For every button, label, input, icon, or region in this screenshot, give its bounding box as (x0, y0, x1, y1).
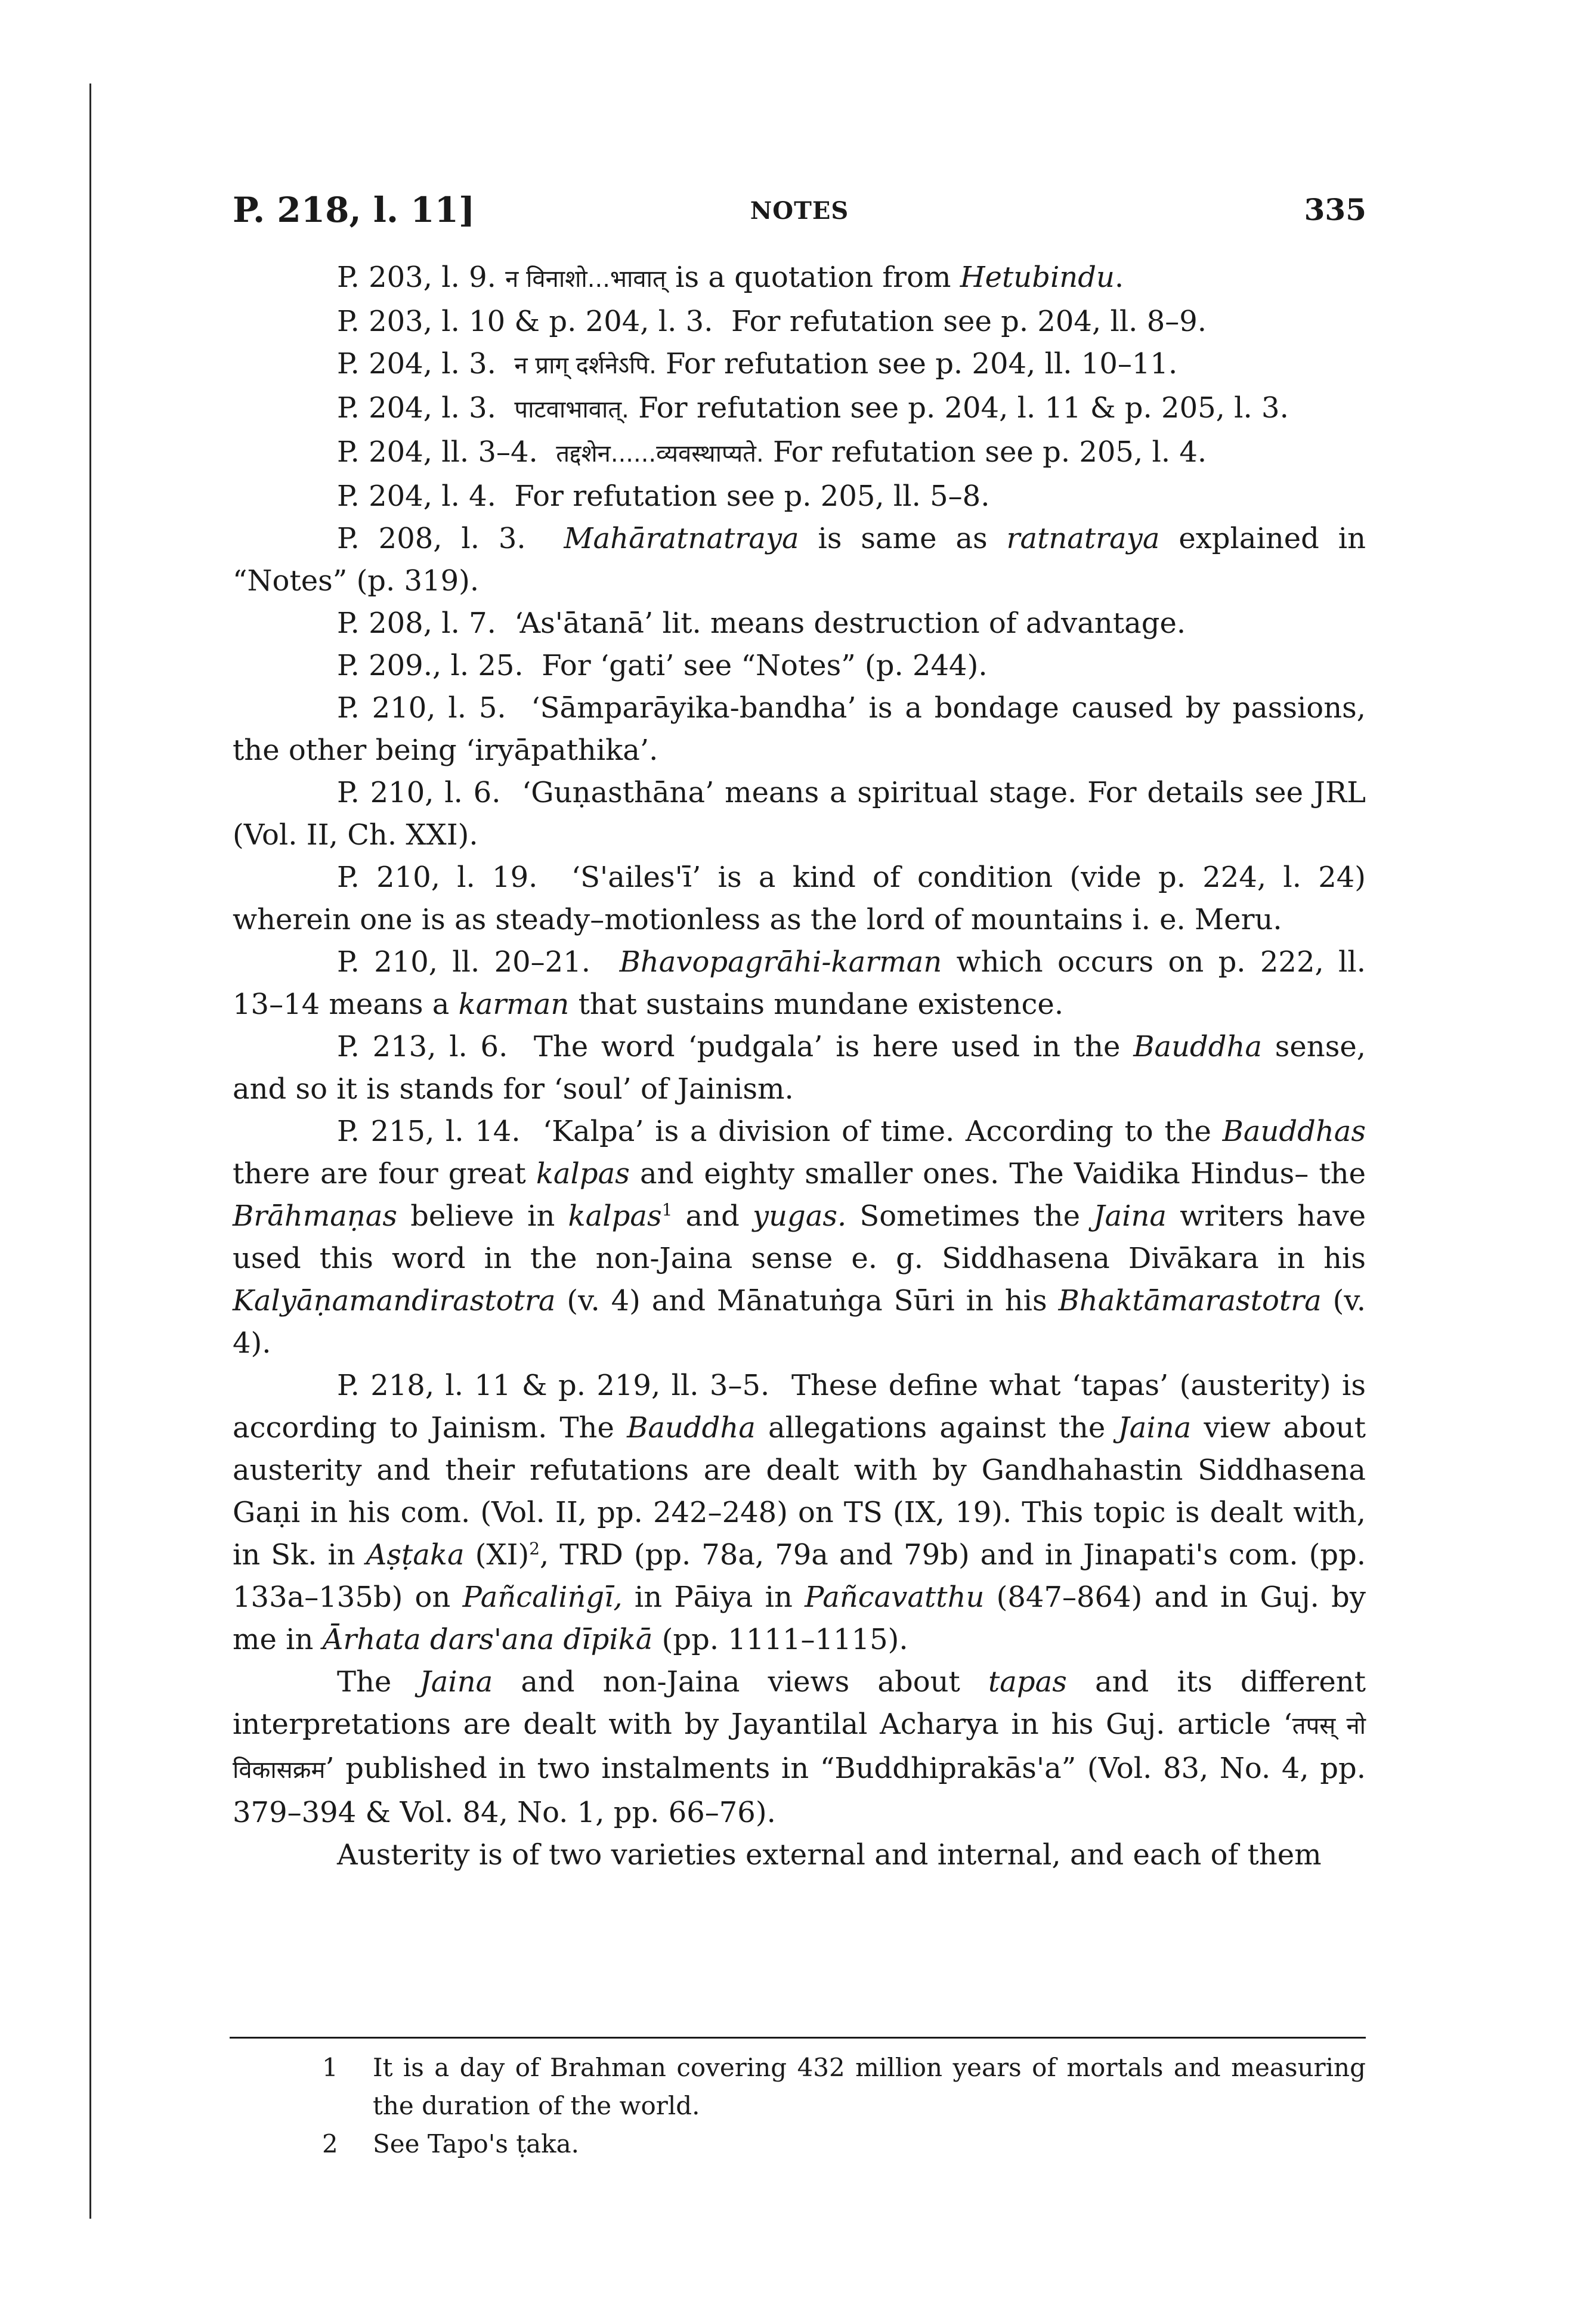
note-jaina-views: The Jaina and non-Jaina views about tapas and its different interpretations are dealt with by Jayantilal Acharya in his Guj. article ‘तपस् नो विकासक्रम’ published in two instalments in “Buddhiprakās'a” (Vol. 83, No. 4, pp. 379–394 & Vol. 84, No. 1, pp. 66–76). (233, 1665, 1366, 1829)
note-218-11: P. 218, l. 11 & p. 219, ll. 3–5. These define what ‘tapas’ (austerity) is according to Jainism. The Bauddha allegations against the Jaina view about austerity and their refutations are dealt with by Gandhahastin Siddhasena Gaṇi in his com. (Vol. II, pp. 242–248) on TS (IX, 19). This topic is dealt with, in Sk. in Aṣṭaka (XI)$^2$, TRD (pp. 78a, 79a and 79b) and in Jinapati's com. (pp. 133a–135b) on Pañcaliṅgī, in Pāiya in Pañcavatthu (847–864) and in Guj. by me in Ārhata dars'ana dīpikā (pp. 1111–1115). (233, 1369, 1366, 1656)
note-208-7: P. 208, l. 7. ‘As'ātanā’ lit. means destruction of advantage. (337, 607, 1186, 640)
note-209-25: P. 209., l. 25. For ‘gati’ see “Notes” (p. 244). (337, 649, 988, 682)
note-204-3b: P. 204, l. 3. पाटवाभावात्. For refutation see p. 204, l. 11 & p. 205, l. 3. (337, 391, 1289, 425)
note-204-4: P. 204, l. 4. For refutation see p. 205, ll. 5–8. (337, 480, 990, 513)
running-head-ref: P. 218, l. 11] (233, 190, 475, 230)
note-215-14: P. 215, l. 14. ‘Kalpa’ is a division of time. According to the Bauddhas there are four great kalpas and eighty smaller ones. The Vaidika Hindus– the Brāhmaṇas believe in kalpas$^1$ and yugas. Sometimes the Jaina writers have used this word in the non-Jaina sense e. g. Siddhasena Divākara in his Kalyāṇamandirastotra (v. 4) and Mānatuṅga Sūri in his Bhaktāmarastotra (v. 4). (233, 1115, 1366, 1360)
footnotes (322, 2049, 1366, 2163)
page-header (233, 190, 1366, 237)
margin-rule (89, 83, 91, 2219)
footnote-1: 1 It is a day of Brahman covering 432 million years of mortals and measuring the duration of the world. (322, 2053, 1366, 2120)
note-208-3: P. 208, l. 3. Mahāratnatraya is same as ratnatraya explained in “Notes” (p. 319). (233, 522, 1366, 598)
note-210-6: P. 210, l. 6. ‘Guṇasthāna’ means a spiritual stage. For details see JRL (Vol. II, Ch. XXI). (233, 776, 1366, 852)
note-213-6: P. 213, l. 6. The word ‘pudgala’ is here used in the Bauddha sense, and so it is stands for ‘soul’ of Jainism. (233, 1030, 1366, 1106)
footnote-2: 2 See Tapo's ṭaka. (322, 2129, 580, 2158)
note-204-3a: P. 204, l. 3. न प्राग् दर्शनेऽपि. For refutation see p. 204, ll. 10–11. (337, 347, 1178, 381)
page-number: 335 (1304, 192, 1366, 227)
note-210-20: P. 210, ll. 20–21. Bhavopagrāhi-karman which occurs on p. 222, ll. 13–14 means a karman that sustains mundane existence. (233, 945, 1366, 1021)
note-210-19: P. 210, l. 19. ‘S'ailes'ī’ is a kind of condition (vide p. 224, l. 24) wherein one is as steady–motionless as the lord of mountains i. e. Meru. (233, 861, 1366, 936)
notes-body (233, 256, 1366, 1876)
note-210-5: P. 210, l. 5. ‘Sāmparāyika-bandha’ is a bondage caused by passions, the other being ‘iryāpathika’. (233, 691, 1366, 767)
note-austerity: Austerity is of two varieties external and internal, and each of them (337, 1838, 1322, 1872)
note-203-10: P. 203, l. 10 & p. 204, l. 3. For refutation see p. 204, ll. 8–9. (337, 305, 1207, 338)
running-head-title: NOTES (750, 197, 849, 225)
note-204-3-4: P. 204, ll. 3–4. तद्दशेन......व्यवस्थाप्यते. For refutation see p. 205, l. 4. (337, 435, 1207, 469)
footnote-rule (230, 2037, 1366, 2039)
note-203-9: P. 203, l. 9. न विनाशो...भावात् is a quotation from Hetubindu. (337, 261, 1124, 294)
